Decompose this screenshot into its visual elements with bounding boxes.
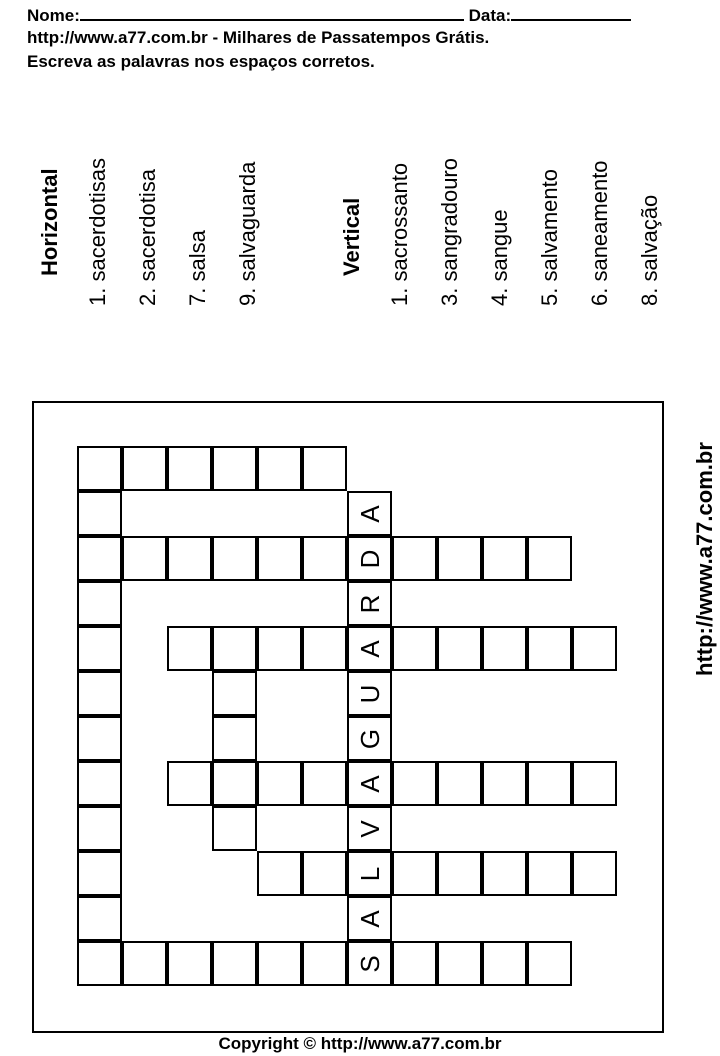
grid-cell[interactable] xyxy=(302,446,347,491)
grid-cell[interactable] xyxy=(347,896,392,941)
grid-cell[interactable] xyxy=(212,671,257,716)
grid-cell[interactable] xyxy=(77,671,122,716)
grid-cell[interactable] xyxy=(257,851,302,896)
grid-cell[interactable] xyxy=(302,626,347,671)
grid-cell[interactable] xyxy=(302,761,347,806)
grid-cell[interactable] xyxy=(77,851,122,896)
horizontal-clue: 1. sacerdotisas xyxy=(85,158,110,306)
grid-letter: R xyxy=(354,594,385,613)
grid-cell[interactable] xyxy=(302,536,347,581)
grid-cell[interactable] xyxy=(212,806,257,851)
vertical-clue: 3. sangradouro xyxy=(437,158,462,306)
grid-cell[interactable] xyxy=(347,941,392,986)
horizontal-clue: 7. salsa xyxy=(185,230,210,306)
grid-cell[interactable] xyxy=(122,446,167,491)
grid-cell[interactable] xyxy=(122,536,167,581)
instructions: Escreva as palavras nos espaços corretos. xyxy=(27,52,375,71)
grid-cell[interactable] xyxy=(482,536,527,581)
grid-cell[interactable] xyxy=(527,941,572,986)
grid-cell[interactable] xyxy=(527,851,572,896)
vertical-clue: 4. sangue xyxy=(487,209,512,306)
vertical-clue: 1. sacrossanto xyxy=(387,162,412,306)
grid-cell[interactable] xyxy=(212,716,257,761)
grid-cell[interactable] xyxy=(212,626,257,671)
grid-cell[interactable] xyxy=(257,761,302,806)
vertical-clue: 5. salvamento xyxy=(537,169,562,306)
grid-cell[interactable] xyxy=(77,626,122,671)
site-line: http://www.a77.com.br - Milhares de Passatempos Grátis. xyxy=(27,28,490,47)
grid-cell[interactable] xyxy=(302,941,347,986)
grid-cell[interactable] xyxy=(77,581,122,626)
grid-cell[interactable] xyxy=(77,941,122,986)
grid-cell[interactable] xyxy=(482,941,527,986)
grid-letter: L xyxy=(354,866,385,881)
grid-cell[interactable] xyxy=(212,446,257,491)
grid-letter: S xyxy=(354,954,385,973)
grid-cell[interactable] xyxy=(347,716,392,761)
copyright: Copyright © http://www.a77.com.br xyxy=(218,1034,502,1053)
grid-letter: V xyxy=(354,819,385,838)
grid-letter: A xyxy=(354,909,385,928)
side-url: http://www.a77.com.br xyxy=(692,442,717,676)
grid-cell[interactable] xyxy=(212,941,257,986)
grid-cell[interactable] xyxy=(257,446,302,491)
grid-cell[interactable] xyxy=(347,536,392,581)
grid-cell[interactable] xyxy=(77,491,122,536)
grid-cell[interactable] xyxy=(212,536,257,581)
grid-cell[interactable] xyxy=(527,626,572,671)
grid-cell[interactable] xyxy=(347,491,392,536)
grid-cell[interactable] xyxy=(77,896,122,941)
grid-cell[interactable] xyxy=(347,761,392,806)
grid-cell[interactable] xyxy=(572,851,617,896)
grid-cell[interactable] xyxy=(437,941,482,986)
name-field-line[interactable] xyxy=(80,4,464,21)
horizontal-title: Horizontal xyxy=(37,168,62,276)
grid-cell[interactable] xyxy=(347,626,392,671)
grid-cell[interactable] xyxy=(167,626,212,671)
grid-cell[interactable] xyxy=(257,941,302,986)
grid-letter: U xyxy=(354,684,385,703)
grid-cell[interactable] xyxy=(392,761,437,806)
grid-letter: D xyxy=(354,549,385,568)
grid-cell[interactable] xyxy=(257,536,302,581)
vertical-clue: 6. saneamento xyxy=(587,160,612,306)
grid-letter: A xyxy=(354,774,385,793)
grid-cell[interactable] xyxy=(482,626,527,671)
grid-cell[interactable] xyxy=(527,761,572,806)
horizontal-clue: 2. sacerdotisa xyxy=(135,169,160,306)
grid-cell[interactable] xyxy=(167,941,212,986)
grid-cell[interactable] xyxy=(392,941,437,986)
grid-cell[interactable] xyxy=(572,626,617,671)
vertical-title: Vertical xyxy=(339,197,364,276)
grid-cell[interactable] xyxy=(527,536,572,581)
grid-cell[interactable] xyxy=(392,626,437,671)
grid-cell[interactable] xyxy=(302,851,347,896)
grid-cell[interactable] xyxy=(437,761,482,806)
grid-cell[interactable] xyxy=(167,536,212,581)
grid-cell[interactable] xyxy=(392,851,437,896)
grid-cell[interactable] xyxy=(77,536,122,581)
grid-cell[interactable] xyxy=(257,626,302,671)
grid-cell[interactable] xyxy=(167,761,212,806)
grid-cell[interactable] xyxy=(77,806,122,851)
grid-cell[interactable] xyxy=(392,536,437,581)
grid-cell[interactable] xyxy=(212,761,257,806)
grid-letter: A xyxy=(354,639,385,658)
grid-cell[interactable] xyxy=(437,851,482,896)
grid-cell[interactable] xyxy=(572,761,617,806)
name-label: Nome: xyxy=(27,6,80,25)
grid-cell[interactable] xyxy=(437,626,482,671)
grid-cell[interactable] xyxy=(347,806,392,851)
grid-letter: G xyxy=(354,728,385,749)
name-date-line xyxy=(27,4,631,26)
grid-cell[interactable] xyxy=(482,761,527,806)
horizontal-clue: 9. salvaguarda xyxy=(235,161,260,306)
grid-cell[interactable] xyxy=(167,446,212,491)
grid-letter: A xyxy=(354,504,385,523)
grid-cell[interactable] xyxy=(482,851,527,896)
date-field-line[interactable] xyxy=(511,4,631,21)
grid-cell[interactable] xyxy=(347,851,392,896)
grid-cell[interactable] xyxy=(77,761,122,806)
grid-cell[interactable] xyxy=(77,446,122,491)
grid-cell[interactable] xyxy=(122,941,167,986)
grid-cell[interactable] xyxy=(437,536,482,581)
date-label: Data: xyxy=(468,6,512,25)
grid-cell[interactable] xyxy=(347,581,392,626)
grid-cell[interactable] xyxy=(77,716,122,761)
vertical-clue: 8. salvação xyxy=(637,194,662,306)
grid-cell[interactable] xyxy=(347,671,392,716)
